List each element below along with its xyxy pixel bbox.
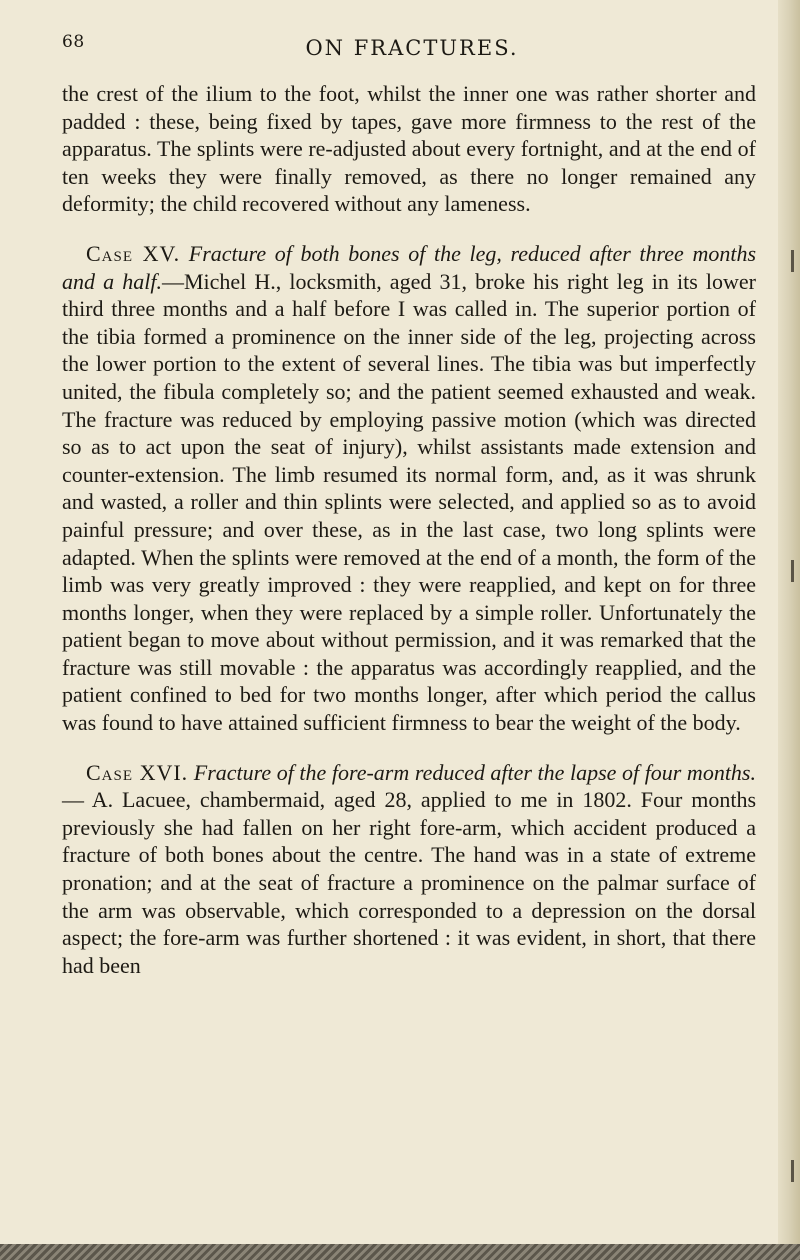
paragraph-case-xvi	[62, 759, 756, 980]
case-label: Case XV.	[86, 240, 181, 266]
body-text	[62, 80, 756, 979]
case-title: Fracture of both bones of the leg, reduced after three months and a half.	[62, 240, 757, 294]
paragraph-text: — A. Lacuee, chambermaid, aged 28, applied to me in 1802. Four months previously she had fallen on her right fore-arm, which accident produced a fracture of both bones about the centre. The hand was in a state of extreme pronation; and at the seat of fracture a prominence on the palmar surface of the arm was observable, which corresponded to a depression on the dorsal aspect; the fore-arm was further shortened : it was evident, in short, that there had been	[62, 787, 756, 978]
paragraph-continuation	[62, 80, 756, 218]
edge-mark	[791, 1160, 794, 1182]
page-bottom-edge	[0, 1244, 800, 1260]
page-edge	[778, 0, 800, 1260]
case-label: Case XVI.	[86, 759, 189, 785]
edge-mark	[791, 250, 794, 272]
running-head: ON FRACTURES.	[305, 36, 519, 60]
edge-mark	[791, 560, 794, 582]
case-title: Fracture of the fore-arm reduced after the lapse of four months.	[193, 759, 756, 785]
paragraph-text: —Michel H., locksmith, aged 31, broke his right leg in its lower third three months and a half before I was called in. The superior portion of the tibia formed a prominence on the inner side of the leg, projecting across the lower portion to the extent of several lines. The tibia was but imperfectly united, the fibula completely so; and the patient seemed exhausted and weak. The fracture was reduced by employing passive motion (which was directed so as to act upon the seat of injury), whilst assistants made extension and counter-extension. The limb resumed its normal form, and, as it was shrunk and wasted, a roller and thin splints were selected, and applied so as to avoid painful pressure; and over these, as in the last case, two long splints were adapted. When the splints were removed at the end of a month, the form of the limb was very greatly improved : they were reapplied, and kept on for three months longer, when they were replaced by a simple roller. Unfortunately the patient began to move about without permission, and it was remarked that the fracture was still movable : the apparatus was accordingly reapplied, and the patient confined to bed for two months longer, after which period the callus was found to have attained sufficient firmness to bear the weight of the body.	[62, 268, 756, 736]
paragraph-text: the crest of the ilium to the foot, whilst the inner one was rather shorter and padded : these, being fixed by tapes, gave more firmness to the rest of the apparatus. The splints were re-adjusted about every fortnight, and at the end of ten weeks they were finally removed, as there no longer remained any deformity; the child recovered without any lameness.	[62, 81, 756, 217]
page-header	[62, 32, 762, 60]
page-number: 68	[62, 32, 85, 52]
paragraph-case-xv	[62, 240, 756, 737]
